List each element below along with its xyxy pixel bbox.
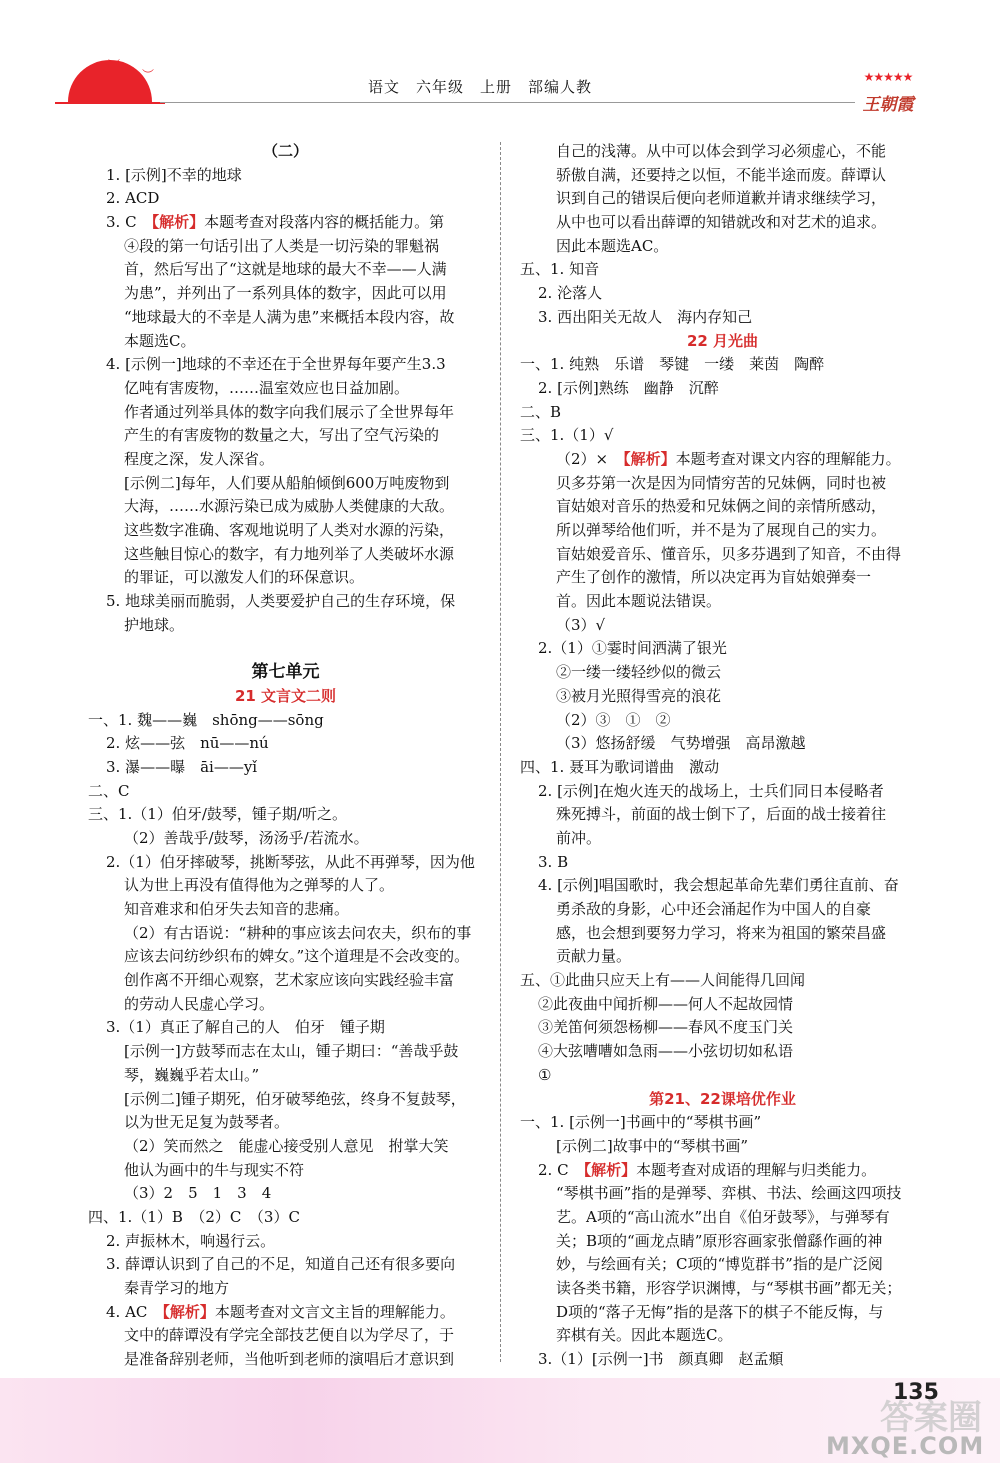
answer-line: 2. C 【解析】本题考查对成语的理解与归类能力。	[538, 1160, 877, 1179]
answer-line: 自己的浅薄。从中可以体会到学习必须虚心，不能	[556, 142, 887, 160]
right-column	[520, 140, 925, 1372]
answer-line: 琴，巍巍乎若太山。”	[124, 1065, 260, 1084]
answer-line: 贝多芬第一次是因为同情穷苦的兄妹俩，同时也被	[556, 473, 887, 492]
answer-line: 3. B	[538, 852, 569, 871]
answer-line: 2. 沦落人	[538, 284, 603, 303]
brand-logo	[853, 70, 923, 134]
answer-line: 他认为画中的牛与现实不符	[124, 1160, 305, 1179]
answer-line: （2）× 【解析】本题考查对课文内容的理解能力。	[556, 449, 901, 468]
answer-line: 四、1.（1）B （2）C （3）C	[88, 1207, 300, 1226]
answer-line: 盲姑娘对音乐的热爱和兄妹俩之间的亲情所感动，	[556, 497, 887, 516]
answer-line: 程度之深，发人深省。	[124, 449, 275, 468]
answer-line: 应该去问纺纱织布的婢女。”这个道理是不会改变的。	[124, 947, 470, 966]
answer-line: 因此本题选AC。	[556, 236, 669, 255]
answer-line: 首，然后写出了“这就是地球的最大不幸——人满	[124, 260, 447, 279]
answer-line: “地球最大的不幸是人满为患”来概括本段内容，故	[124, 307, 455, 326]
answer-line: [示例二]锺子期死，伯牙破琴绝弦，终身不复鼓琴，	[124, 1089, 466, 1108]
column-divider	[500, 142, 501, 1362]
answer-line: （2）笑而然之 能虚心接受别人意见 拊掌大笑	[124, 1136, 449, 1155]
answer-line: 盲姑娘爱音乐、懂音乐，贝多芬遇到了知音，不由得	[556, 544, 902, 563]
answer-line: “琴棋书画”指的是弹琴、弈棋、书法、绘画这四项技	[556, 1184, 902, 1203]
analysis-tag: 【解析】	[162, 1302, 215, 1321]
answer-line: 的劳动人民虚心学习。	[124, 994, 275, 1013]
sunset-horizon-icon	[55, 102, 165, 104]
answer-line: 3. 薛谭认识到了自己的不足，知道自己还有很多要向	[106, 1255, 456, 1274]
answer-line: 前冲。	[556, 828, 602, 847]
answer-line: 四、1. 聂耳为歌词谱曲 激动	[520, 757, 720, 776]
answer-line: 2.（1）①霎时间洒满了银光	[538, 639, 727, 658]
answer-line: 二、B	[520, 402, 562, 421]
answer-line: 3. 瀑——曝 āi——yǐ	[106, 757, 258, 776]
left-column	[88, 140, 483, 1372]
answer-line: 秦青学习的地方	[124, 1279, 230, 1297]
answer-line: [示例二]故事中的“琴棋书画”	[556, 1136, 749, 1155]
section-heading: 21 文言文二则	[234, 686, 337, 705]
answer-line: 3. C 【解析】本题考查对段落内容的概括能力。第	[106, 213, 445, 232]
answer-line: 认为世上再没有值得他为之弹琴的人了。	[124, 876, 395, 895]
answer-line: （二）	[262, 142, 308, 160]
answer-line: 一、1. 魏——巍 shōng——sōng	[88, 710, 324, 729]
answer-line: 为患”，并列出了一系列具体的数字，因此可以用	[124, 284, 447, 303]
answer-line: 一、1. [示例一]书画中的“琴棋书画”	[520, 1113, 762, 1132]
answer-line: 感，也会想到要努力学习，将来为祖国的繁荣昌盛	[556, 923, 887, 942]
answer-line: 产生了创作的激情，所以决定再为盲姑娘弹奏一	[556, 568, 872, 587]
section-heading: 22 月光曲	[686, 331, 759, 350]
answer-line: 知音难求和伯牙失去知音的悲痛。	[124, 900, 350, 918]
header-rule	[160, 102, 855, 103]
answer-line: 2. ACD	[106, 189, 160, 208]
star-icons: ★★★★★	[863, 70, 913, 84]
page-header	[0, 0, 1000, 120]
answer-line: ①	[538, 1065, 552, 1084]
answer-line: 二、C	[88, 781, 130, 800]
answer-line: 贡献力量。	[556, 947, 632, 966]
answer-line: 文中的薛谭没有学完全部技艺便自以为学尽了，于	[124, 1326, 455, 1345]
answer-line: 4. AC 【解析】本题考查对文言文主旨的理解能力。	[106, 1302, 455, 1321]
answer-line: 作者通过列举具体的数字向我们展示了全世界每年	[124, 402, 455, 421]
answer-line: 读各类书籍，形容学识渊博，与“琴棋书画”都无关；	[556, 1279, 902, 1297]
answer-line: 2. 炫——弦 nū——nú	[106, 734, 269, 753]
answer-line: 三、1.（1）√	[520, 426, 614, 445]
answer-line: 2. 声振林木，响遏行云。	[106, 1231, 276, 1250]
answer-line: 识到自己的错误后便向老师道歉并请求继续学习，	[556, 189, 887, 208]
answer-line: ④段的第一句话引出了人类是一切污染的罪魁祸	[124, 236, 440, 255]
answer-line: （3）√	[556, 615, 606, 634]
watermark-logo: 答案圈	[880, 1398, 982, 1438]
bird-icon: ︶	[142, 68, 155, 82]
bird-icon: ︶	[108, 58, 121, 72]
brand-logo-text: 王朝霞	[862, 95, 914, 115]
answer-line: 一、1. 纯熟 乐谱 琴键 一缕 莱茵 陶醉	[520, 355, 825, 374]
watermark-url: MXQE.COM	[826, 1432, 985, 1460]
answer-line: 产生的有害废物的数量之大，写出了空气污染的	[124, 426, 440, 445]
answer-line: 本题选C。	[124, 331, 196, 350]
answer-line: 妙，与绘画有关；C项的“博览群书”指的是广泛阅	[556, 1255, 883, 1274]
analysis-tag: 【解析】	[151, 213, 205, 232]
answer-line: 3. 西出阳关无故人 海内存知己	[538, 307, 753, 326]
answer-line: （2）③ ① ②	[556, 710, 671, 729]
answer-line: 2.（1）伯牙摔破琴，挑断琴弦，从此不再弹琴，因为他	[106, 852, 475, 871]
answer-line: 关；B项的“画龙点睛”原形容画家张僧繇作画的神	[556, 1231, 883, 1250]
answer-line: ③羌笛何须怨杨柳——春风不度玉门关	[538, 1018, 794, 1037]
answer-line: 4. [示例]唱国歌时，我会想起革命先辈们勇往直前、奋	[538, 876, 899, 895]
answer-line: 所以弹琴给他们听，并不是为了展现自己的实力。	[556, 521, 887, 539]
section-heading: 第21、22课培优作业	[649, 1089, 796, 1108]
answer-line: 艺。A项的“高山流水”出自《伯牙鼓琴》，与弹琴有	[556, 1207, 890, 1226]
answer-line: ④大弦嘈嘈如急雨——小弦切切如私语	[538, 1042, 794, 1061]
page-number: 135	[893, 1380, 939, 1405]
header-title: 语文 六年级 上册 部编人教	[368, 78, 593, 96]
unit-heading: 第七单元	[251, 662, 320, 683]
answer-line: 从中也可以看出薛谭的知错就改和对艺术的追求。	[556, 213, 887, 232]
answer-line: 五、①此曲只应天上有——人间能得几回闻	[520, 971, 806, 990]
answer-line: 勇杀敌的身影，心中还会涌起作为中国人的自豪	[556, 900, 872, 918]
answer-line: 是准备辞别老师，当他听到老师的演唱后才意识到	[124, 1350, 455, 1369]
answer-line: 创作离不开细心观察，艺术家应该向实践经验丰富	[124, 971, 455, 990]
answer-line: 2. [示例]熟练 幽静 沉醉	[538, 378, 719, 397]
answer-line: 五、1. 知音	[520, 260, 600, 279]
answer-line: 3.（1）[示例一]书 颜真卿 赵孟頫	[538, 1350, 784, 1369]
answer-line: ②此夜曲中闻折柳——何人不起故园情	[538, 994, 794, 1013]
answer-line: [示例二]每年，人们要从船舶倾倒600万吨废物到	[124, 473, 450, 492]
answer-line: 首。因此本题说法错误。	[556, 592, 722, 611]
answer-line: 三、1.（1）伯牙/鼓琴，锺子期/听之。	[88, 805, 347, 824]
analysis-tag: 【解析】	[583, 1160, 637, 1179]
answer-line: 骄傲自满，还要持之以恒，不能半途而废。薛谭认	[556, 165, 887, 184]
answer-line: 的罪证，可以激发人们的环保意识。	[124, 568, 365, 587]
answer-line: （2）善哉乎/鼓琴，汤汤乎/若流水。	[124, 828, 369, 847]
answer-line: 亿吨有害废物，……温室效应也日益加剧。	[124, 378, 410, 397]
analysis-tag: 【解析】	[623, 449, 676, 468]
answer-line: 这些触目惊心的数字，有力地列举了人类破坏水源	[124, 544, 455, 563]
answer-line: （3）悠扬舒缓 气势增强 高昂激越	[556, 734, 806, 753]
answer-line: （3）2 5 1 3 4	[124, 1184, 272, 1203]
answer-line: ②一缕一缕轻纱似的微云	[556, 663, 722, 682]
answer-line: D项的“落子无悔”指的是落下的棋子不能反悔，与	[556, 1302, 884, 1321]
answer-line: 以为世无足复为鼓琴者。	[124, 1113, 290, 1132]
answer-line: 2. [示例]在炮火连天的战场上，士兵们同日本侵略者	[538, 781, 884, 800]
answer-line: 大海，……水源污染已成为威胁人类健康的大敌。	[124, 497, 455, 516]
answer-line: 殊死搏斗，前面的战士倒下了，后面的战士接着往	[556, 805, 887, 824]
answer-line: 3.（1）真正了解自己的人 伯牙 锺子期	[106, 1018, 385, 1037]
answer-line: 4. [示例一]地球的不幸还在于全世界每年要产生3.3	[106, 355, 446, 374]
answer-line: 弈棋有关。因此本题选C。	[556, 1326, 733, 1345]
answer-line: 5. 地球美丽而脆弱，人类要爱护自己的生存环境，保	[106, 592, 456, 611]
answer-line: [示例一]方鼓琴而志在太山，锺子期曰：“善哉乎鼓	[124, 1042, 459, 1061]
answer-line: 这些数字准确、客观地说明了人类对水源的污染，	[124, 521, 455, 539]
answer-line: （2）有古语说：“耕种的事应该去问农夫，织布的事	[124, 923, 472, 942]
answer-line: 护地球。	[124, 615, 185, 634]
answer-line: ③被月光照得雪亮的浪花	[556, 686, 722, 705]
answer-line: 1. [示例]不幸的地球	[106, 165, 242, 184]
answer-line	[88, 637, 483, 661]
